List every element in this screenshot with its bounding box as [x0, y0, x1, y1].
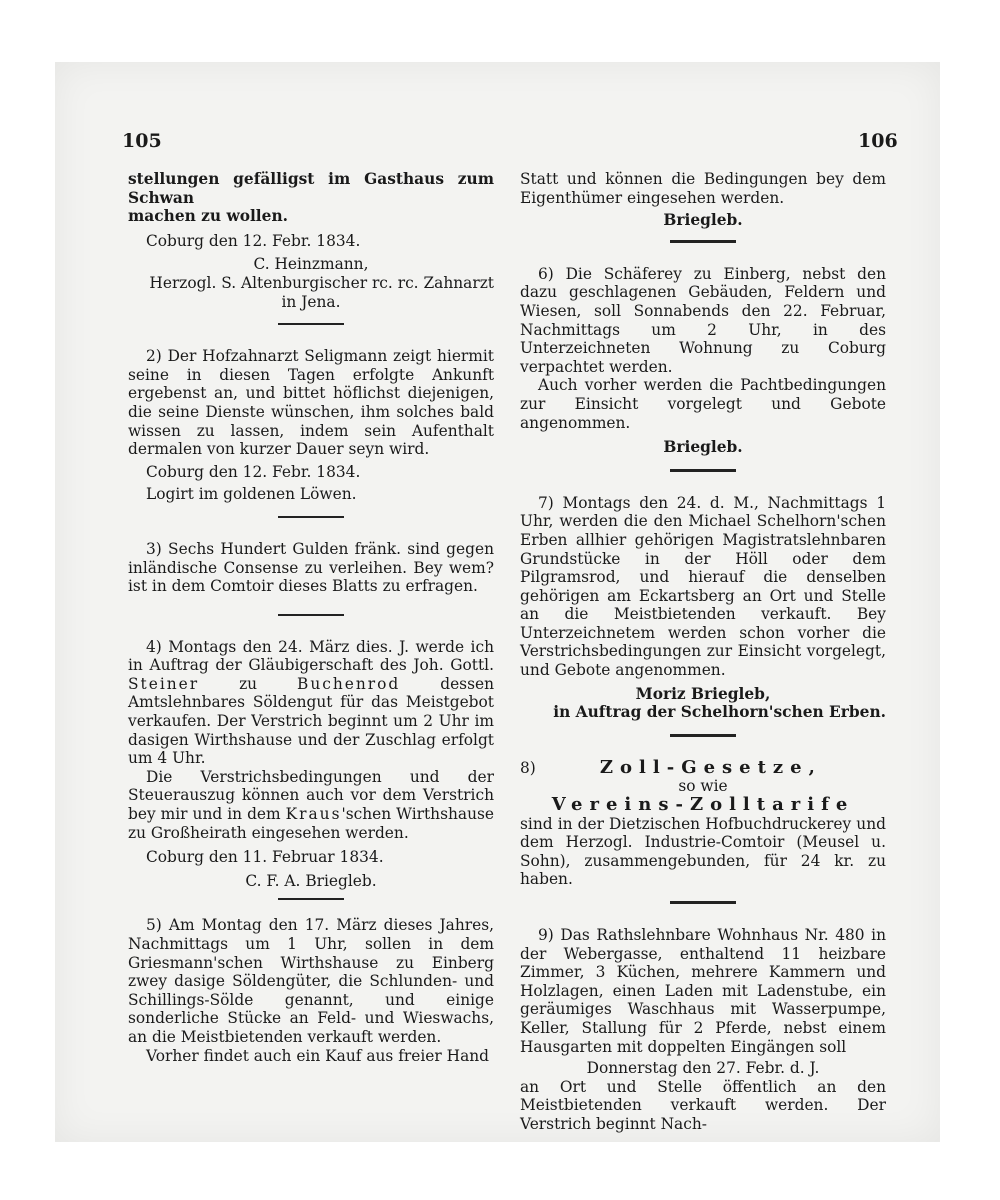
separator-rule — [278, 614, 344, 616]
ad4-text-end: dessen Amtslehnbares Söldengut für das Meistgebot verkaufen. Der Verstrich beginnt um 2 Uhr im dasigen Wirthshause und der Zuschlag erfolgt um 4 Uhr. — [128, 674, 494, 768]
ad4-name-kraus: Kraus — [285, 805, 342, 824]
ad5-next: Vorher findet auch ein Kauf aus freier Hand — [146, 1046, 490, 1065]
separator-rule — [278, 516, 344, 518]
separator-rule — [670, 734, 736, 737]
ad1-signature-title: Herzogl. S. Altenburgischer rc. rc. Zahnarzt — [149, 273, 494, 292]
ad8-number: 8) — [520, 758, 536, 777]
ad9-text: 9) Das Rathslehnbare Wohnhaus Nr. 480 in der Webergasse, enthaltend 11 heizbare Zimmer, 3 Küchen, mehrere Kammern und Holzlagen, einen Laden mit Ladenstube, ein geräumiges Waschhaus mit Wasserpumpe, Keller, Stallung für 2 Pferde, nebst einem Hausgarten mit doppelten Eingängen soll — [520, 926, 886, 1056]
ad4-p2-start: Die Verstrichsbedingungen und der Steuerauszug können auch vor dem Verstrich bey mir und in dem — [128, 767, 494, 824]
ad8-title: Zoll-Gesetze, — [599, 756, 822, 778]
ad2-lodging: Logirt im goldenen Löwen. — [146, 485, 357, 504]
ad4-text-zu: zu — [199, 674, 298, 693]
separator-rule — [670, 469, 736, 472]
ad1-signature-place: in Jena. — [281, 292, 341, 311]
separator-rule — [670, 901, 736, 904]
ad7-text: 7) Montags den 24. d. M., Nachmittags 1 Uhr, werden die den Michael Schelhorn'schen Erben allhier gehörigen Magistratslehnbaren Grundstücke in der Höll oder dem Pilgramsrod, und hierauf die denselben gehörigen am Eckartsberg an Ort und Stelle an die Meistbietenden verkauft. Bey Unterzeichnetem werden schon vorher die Verstrichsbedingungen zur Einsicht vorgelegt, und Gebote angenommen. — [520, 493, 886, 680]
separator-rule — [278, 323, 344, 325]
ad4-signature: C. F. A. Briegleb. — [245, 871, 377, 890]
ad2-text: 2) Der Hofzahnarzt Seligmann zeigt hiermit seine in diesen Tagen erfolgte Ankunft ergebenst an, und bittet höflichst diejenigen, die seine Dienste wünschen, ihm solches bald wissen zu lassen, indem sein Aufenthalt dermalen von kurzer Dauer seyn wird. — [128, 347, 494, 459]
ad4-text-start: 4) Montags den 24. März dies. J. werde ich in Auftrag der Gläubigerschaft des Joh. Gottl. — [128, 637, 494, 675]
intro-line-2: machen zu wollen. — [128, 207, 288, 226]
separator-rule — [670, 240, 736, 243]
page-number-left: 105 — [122, 130, 162, 152]
ad4-name-steiner: Steiner — [128, 674, 200, 693]
intro-line-1: stellungen gefälligst im Gasthaus zum Schwan — [128, 170, 494, 207]
ad8-heading — [520, 756, 886, 778]
ad9-date: Donnerstag den 27. Febr. d. J. — [586, 1059, 820, 1078]
ad7-signature-role: in Auftrag der Schelhorn'schen Erben. — [553, 703, 886, 722]
ad9-end: an Ort und Stelle öffentlich an den Meistbietenden verkauft werden. Der Verstrich beginnt Nach- — [520, 1077, 886, 1133]
ad7-signature-name: Moriz Briegleb, — [635, 684, 771, 703]
ad8-subtitle: Vereins-Zolltarife — [551, 794, 855, 816]
ad3-text: 3) Sechs Hundert Gulden fränk. sind gegen inländische Consense zu verleihen. Bey wem? ist in dem Comtoir dieses Blatts zu erfragen. — [128, 539, 494, 596]
ad6-signature: Briegleb. — [663, 438, 743, 457]
page-number-right: 106 — [858, 130, 898, 152]
separator-rule — [278, 898, 344, 900]
ad5-text: 5) Am Montag den 17. März dieses Jahres, Nachmittags um 1 Uhr, sollen in dem Griesmann'schen Wirthshause zu Einberg zwey dasige Söldengüter, die Schlunden- und Schillings-Sölde genannt, und einige sonderliche Stücke an Feld- und Wieswachs, an die Meistbietenden verkauft werden. — [128, 916, 494, 1046]
ad4-paragraph-1 — [128, 638, 494, 768]
ad4-place-buchenrod: Buchenrod — [297, 674, 401, 693]
left-column — [128, 170, 494, 1065]
ad5-continuation: Statt und können die Bedingungen bey dem Eigenthümer eingesehen werden. — [520, 170, 886, 207]
ad4-date: Coburg den 11. Februar 1834. — [146, 848, 384, 867]
ad2-date: Coburg den 12. Febr. 1834. — [146, 462, 361, 481]
ad8-text: sind in der Dietzischen Hofbuchdruckerey und dem Herzogl. Industrie-Comtoir (Meusel u. Sohn), zusammengebunden, für 24 kr. zu haben. — [520, 814, 886, 889]
ad1-date: Coburg den 12. Febr. 1834. — [146, 231, 361, 250]
right-column — [520, 170, 886, 1134]
ad4-paragraph-2 — [128, 768, 494, 842]
ad6-text: 6) Die Schäferey zu Einberg, nebst den dazu geschlagenen Gebäuden, Feldern und Wiesen, soll Sonnabends den 22. Februar, Nachmittags um 2 Uhr, in des Unterzeichneten Wohnung zu Coburg verpachtet werden. — [520, 264, 886, 376]
ad5-signature: Briegleb. — [663, 211, 743, 230]
ad1-signature-name: C. Heinzmann, — [253, 255, 369, 274]
ad4-p2-end: 'schen Wirthshause zu Großheirath eingesehen werden. — [128, 805, 495, 842]
ad6-text-2: Auch vorher werden die Pachtbedingungen zur Einsicht vorgelegt und Gebote angenommen. — [520, 376, 886, 432]
ad8-sowie: so wie — [678, 777, 728, 796]
